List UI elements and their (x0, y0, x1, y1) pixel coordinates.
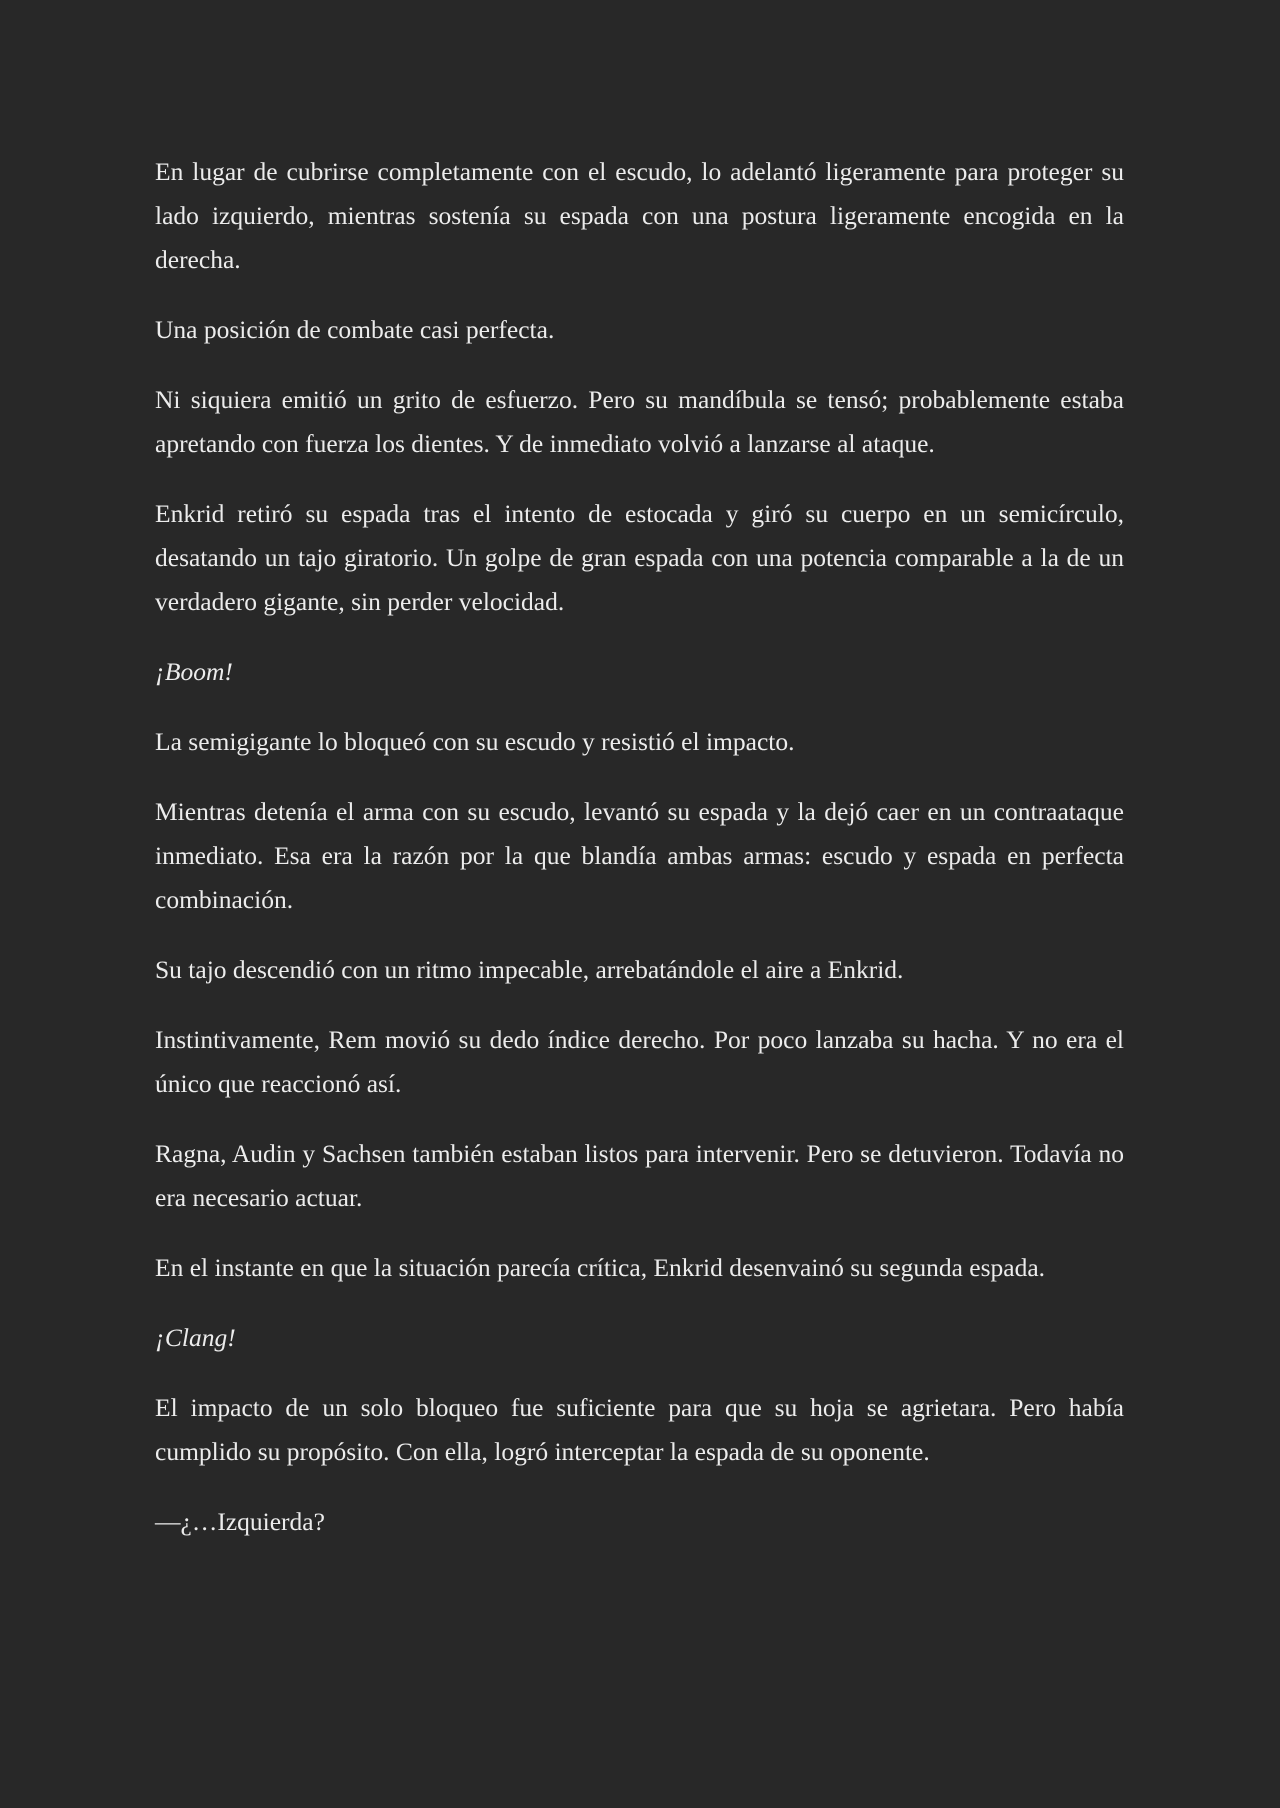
paragraph: En lugar de cubrirse completamente con el escudo, lo adelantó ligeramente para proteger su lado izquierdo, mientras sostenía su espada con una postura ligeramente encogida en la derecha. (155, 157, 1124, 274)
paragraph: Ragna, Audin y Sachsen también estaban listos para intervenir. Pero se detuvieron. Todavía no era necesario actuar. (155, 1139, 1124, 1212)
paragraph: Una posición de combate casi perfecta. (155, 315, 555, 344)
paragraph: —¿…Izquierda? (155, 1507, 325, 1536)
paragraph: Ni siquiera emitió un grito de esfuerzo. Pero su mandíbula se tensó; probablemente estaba apretando con fuerza los dientes. Y de inmediato volvió a lanzarse al ataque. (155, 385, 1124, 458)
chapter-text (155, 150, 1124, 1570)
paragraph: ¡Boom! (155, 657, 233, 686)
paragraph: En el instante en que la situación parecía crítica, Enkrid desenvainó su segunda espada. (155, 1253, 1046, 1282)
paragraph: La semigigante lo bloqueó con su escudo y resistió el impacto. (155, 727, 795, 756)
paragraph: El impacto de un solo bloqueo fue suficiente para que su hoja se agrietara. Pero había cumplido su propósito. Con ella, logró interceptar la espada de su oponente. (155, 1393, 1124, 1466)
paragraph: ¡Clang! (155, 1323, 236, 1352)
paragraph: Enkrid retiró su espada tras el intento de estocada y giró su cuerpo en un semicírculo, desatando un tajo giratorio. Un golpe de gran espada con una potencia comparable a la de un verdadero gigante, sin perder velocidad. (155, 499, 1124, 616)
paragraph: Su tajo descendió con un ritmo impecable, arrebatándole el aire a Enkrid. (155, 955, 904, 984)
paragraph: Mientras detenía el arma con su escudo, levantó su espada y la dejó caer en un contraataque inmediato. Esa era la razón por la que blandía ambas armas: escudo y espada en perfecta combinación. (155, 797, 1124, 914)
paragraph: Instintivamente, Rem movió su dedo índice derecho. Por poco lanzaba su hacha. Y no era el único que reaccionó así. (155, 1025, 1124, 1098)
